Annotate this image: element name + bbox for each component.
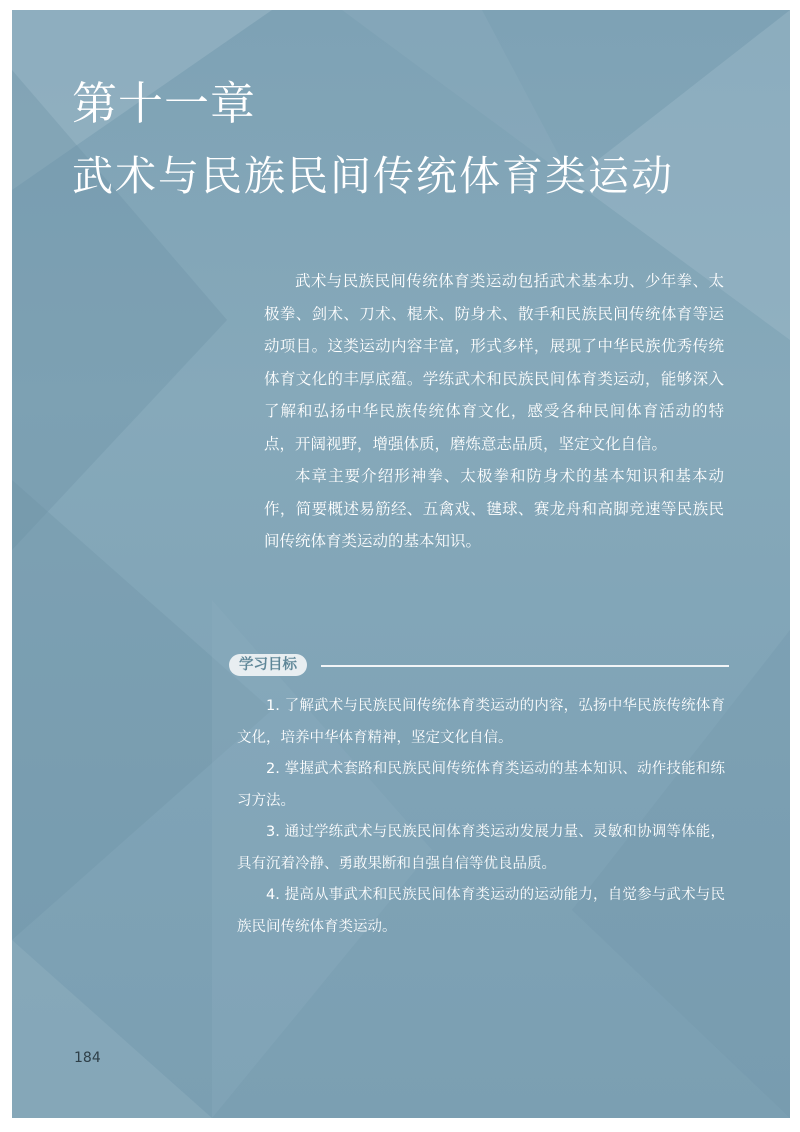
chapter-cover-panel xyxy=(12,10,790,1118)
intro-paragraph: 本章主要介绍形神拳、太极拳和防身术的基本知识和基本动作，简要概述易筋经、五禽戏、毽球、赛龙舟和高脚竞速等民族民间传统体育类运动的基本知识。 xyxy=(264,467,724,550)
header-divider-line xyxy=(321,665,729,667)
objective-item: 2. 掌握武术套路和民族民间传统体育类运动的基本知识、动作技能和练习方法。 xyxy=(237,761,725,809)
learning-objectives-list xyxy=(237,691,725,943)
page-number: 184 xyxy=(74,1050,101,1066)
chapter-number: 第十一章 xyxy=(72,77,257,130)
intro-paragraph: 武术与民族民间传统体育类运动包括武术基本功、少年拳、太极拳、剑术、刀术、棍术、防身术、散手和民族民间传统体育等运动项目。这类运动内容丰富，形式多样，展现了中华民族优秀传统体育文化的丰厚底蕴。学练武术和民族民间体育类运动，能够深入了解和弘扬中华民族传统体育文化，感受各种民间体育活动的特点，开阔视野，增强体质，磨炼意志品质，坚定文化自信。 xyxy=(264,272,724,453)
objective-item: 4. 提高从事武术和民族民间体育类运动的运动能力，自觉参与武术与民族民间传统体育类运动。 xyxy=(237,887,725,935)
chapter-title: 武术与民族民间传统体育类运动 xyxy=(72,152,674,200)
learning-objectives-tag: 学习目标 xyxy=(229,654,307,676)
learning-objectives-header xyxy=(229,654,729,678)
objective-item: 1. 了解武术与民族民间传统体育类运动的内容，弘扬中华民族传统体育文化，培养中华体育精神，坚定文化自信。 xyxy=(237,698,725,746)
objective-item: 3. 通过学练武术与民族民间体育类运动发展力量、灵敏和协调等体能，具有沉着冷静、勇敢果断和自强自信等优良品质。 xyxy=(237,824,725,872)
chapter-introduction xyxy=(264,265,724,558)
